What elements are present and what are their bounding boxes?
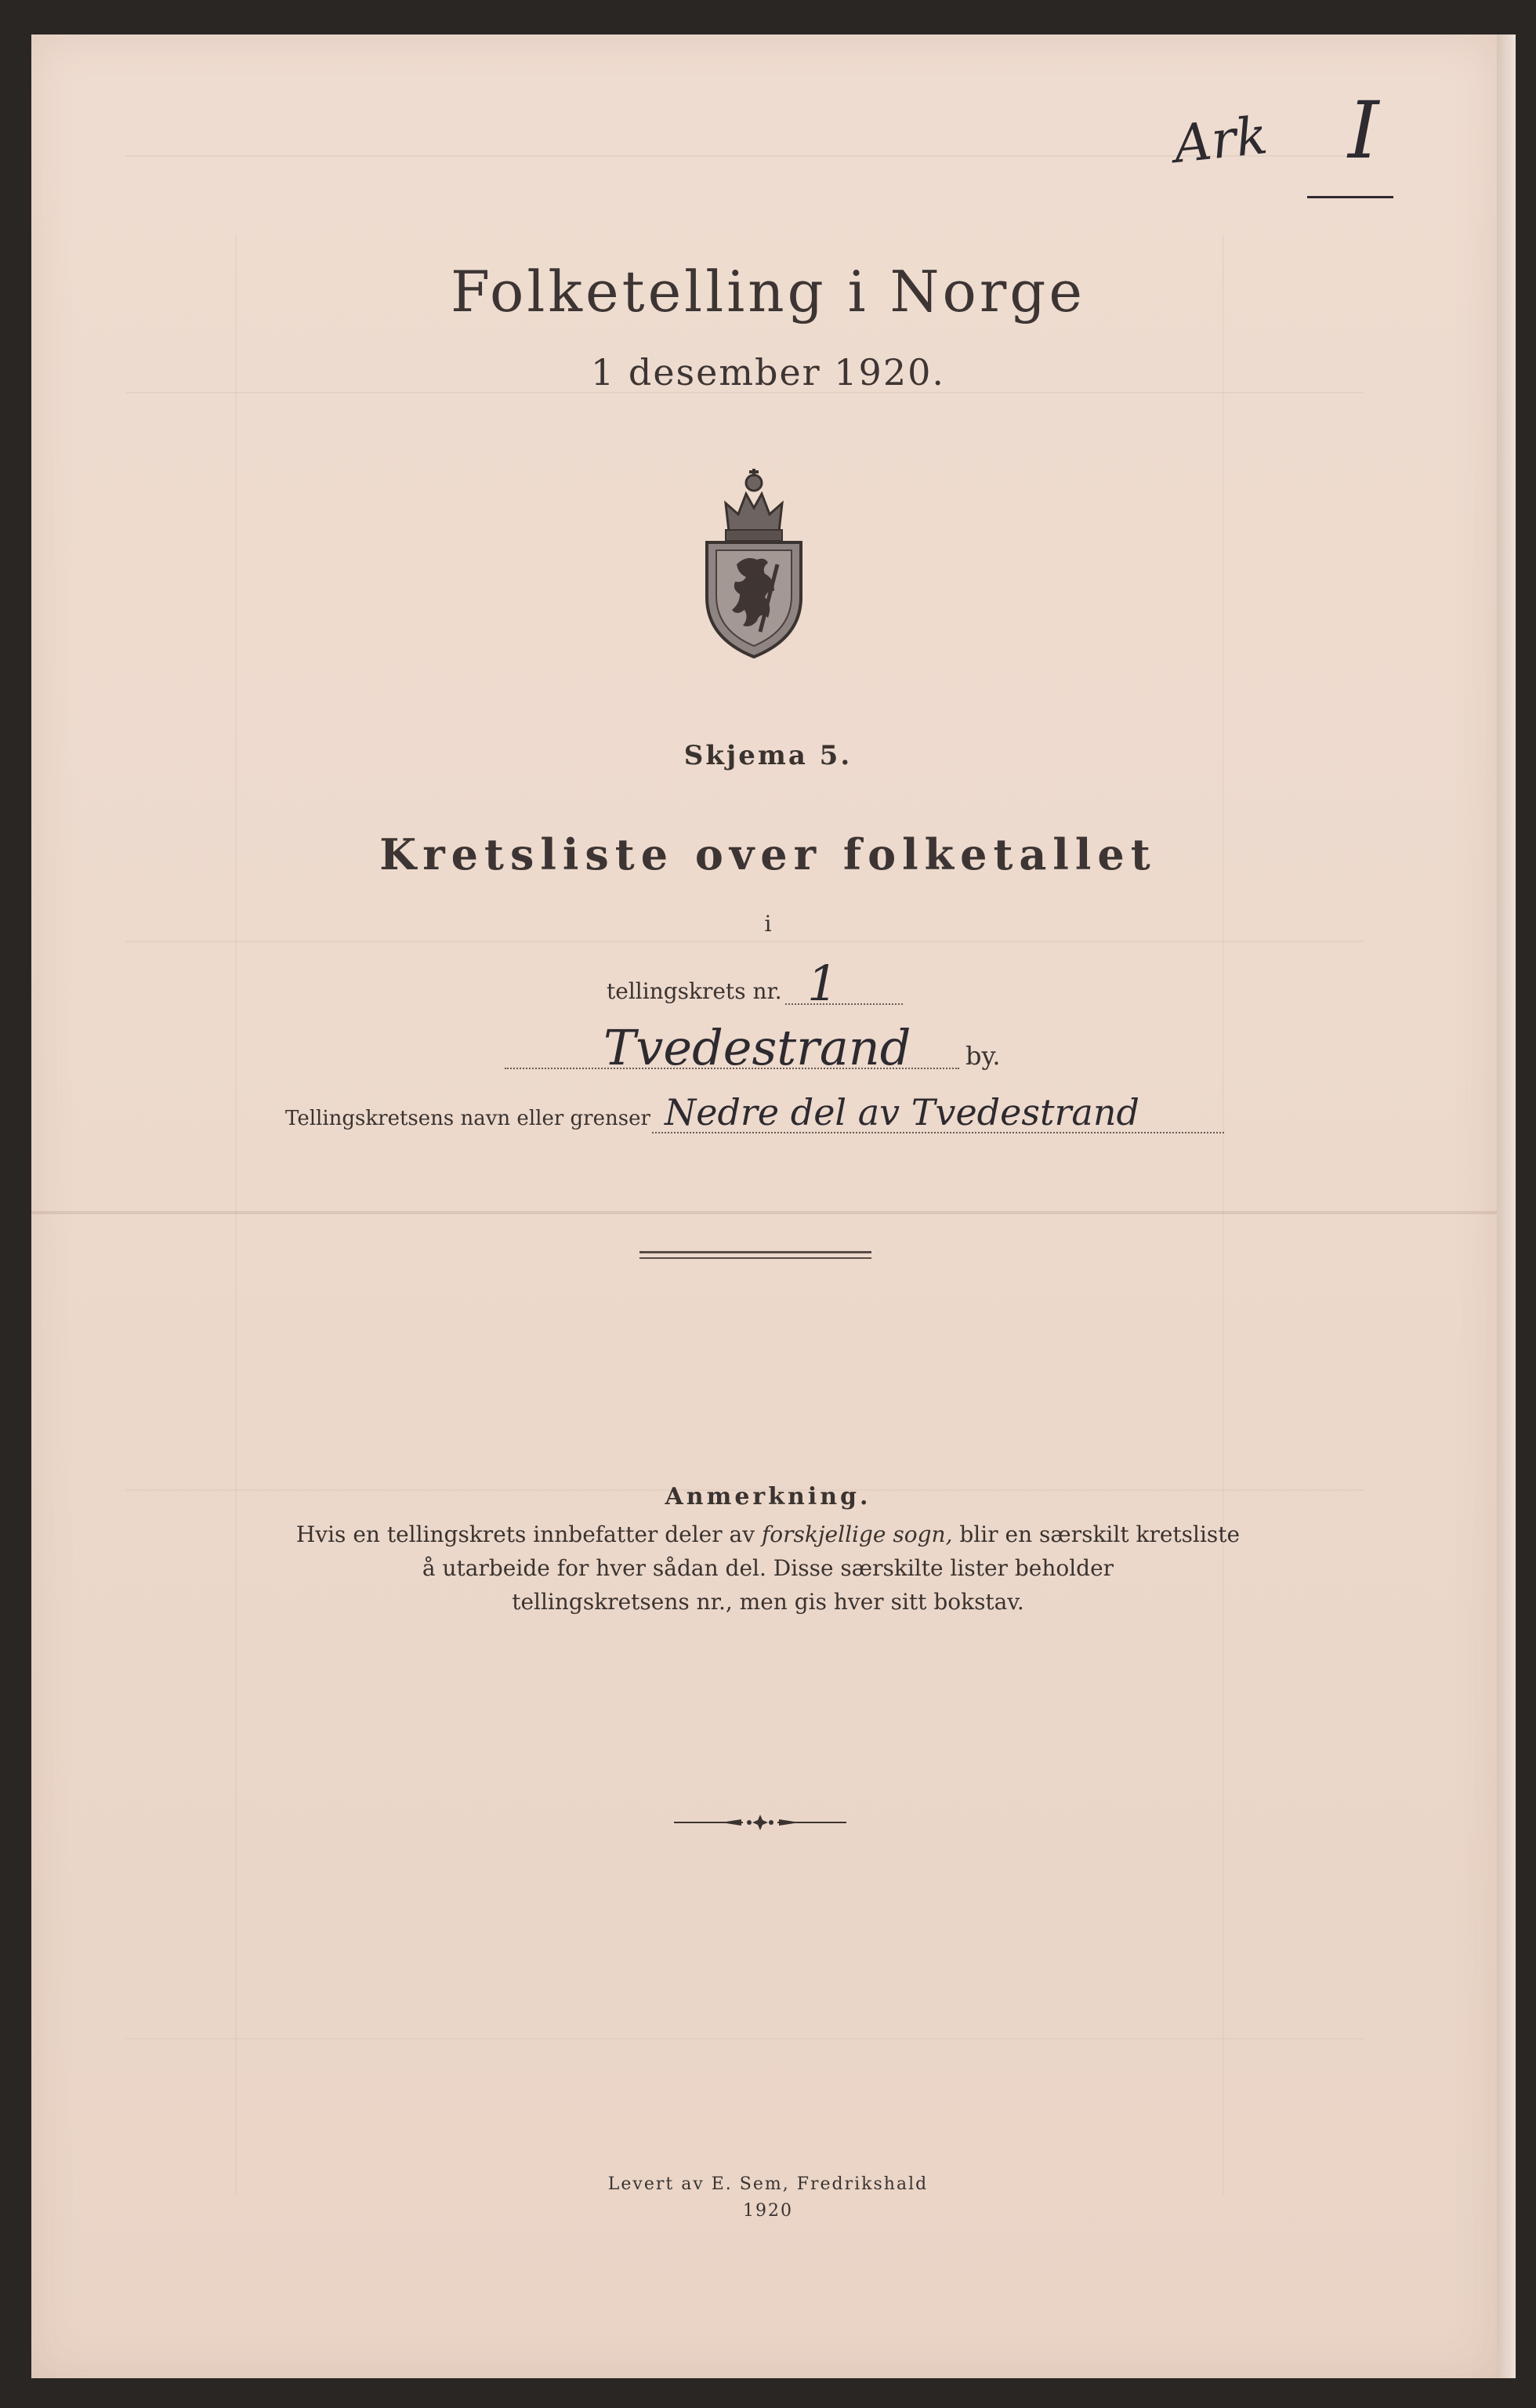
page-fold	[31, 1211, 1497, 1214]
form-heading: Kretsliste over folketallet	[379, 829, 1157, 879]
district-number-value: 1	[807, 955, 839, 1012]
district-name-value: Nedre del av Tvedestrand	[665, 1091, 1139, 1133]
district-number-label: tellingskrets nr.	[607, 978, 782, 1004]
schema-number: Skjema 5.	[683, 740, 853, 771]
corner-note-underline	[1307, 196, 1393, 198]
census-date: 1 desember 1920.	[591, 351, 945, 393]
corner-note-numeral: I	[1348, 85, 1379, 176]
printer-name: Levert av E. Sem, Fredrikshald	[607, 2174, 929, 2194]
remark-line-1	[0, 1518, 1536, 1551]
remark-text	[0, 1518, 1536, 1619]
page-title: Folketelling i Norge	[451, 259, 1085, 325]
remark-line-1-end: blir en særskilt kretsliste	[952, 1521, 1241, 1547]
printer-year: 1920	[743, 2201, 793, 2221]
remark-line-2: å utarbeide for hver sådan del. Disse særskilte lister beholder	[422, 1555, 1114, 1581]
remark-line-1-start: Hvis en tellingskrets innbefatter deler av	[295, 1521, 762, 1547]
ornament-divider-icon	[674, 1811, 846, 1834]
separator-rule-bottom	[639, 1257, 871, 1259]
norwegian-coat-of-arms-icon	[702, 464, 806, 660]
separator-rule-top	[639, 1251, 871, 1253]
remark-emphasis: forskjellige sogn,	[761, 1521, 953, 1547]
district-number-line	[785, 1003, 903, 1005]
remark-line-3: tellingskretsens nr., men gis hver sitt bokstav.	[512, 1589, 1024, 1615]
town-value: Tvedestrand	[603, 1019, 911, 1076]
town-suffix: by.	[965, 1041, 1001, 1071]
form-preposition: i	[764, 911, 772, 937]
printer-imprint	[0, 2171, 1536, 2225]
corner-note-label: Ark	[1171, 104, 1270, 176]
district-name-label: Tellingskretsens navn eller grenser	[285, 1107, 650, 1130]
remark-heading: Anmerkning.	[665, 1483, 871, 1510]
